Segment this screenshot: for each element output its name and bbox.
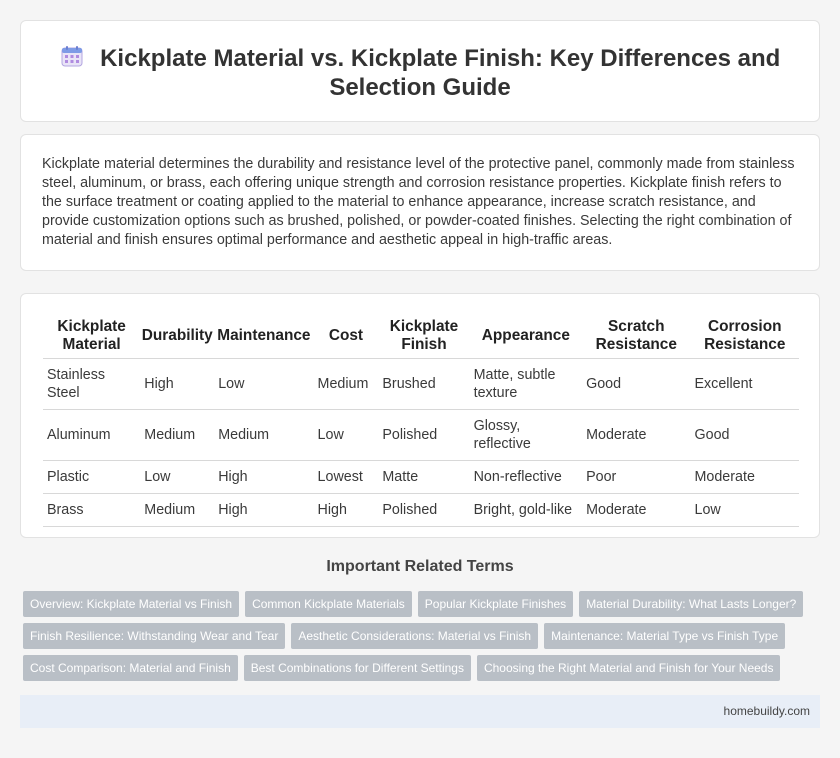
related-tag-aesthetic-considerations[interactable]: Aesthetic Considerations: Material vs Finish [291, 623, 538, 649]
table-cell: Bright, gold-like [470, 494, 582, 527]
title-card [20, 20, 820, 122]
table-row [43, 359, 799, 410]
related-tag-popular-finishes[interactable]: Popular Kickplate Finishes [418, 591, 573, 617]
table-cell: High [140, 359, 214, 410]
related-terms-tags [23, 591, 823, 687]
footer-site-link[interactable]: homebuildy.com [723, 704, 810, 718]
header-kickplate-finish: Kickplate Finish [378, 310, 469, 359]
related-tag-common-materials[interactable]: Common Kickplate Materials [245, 591, 412, 617]
table-cell: Moderate [582, 410, 690, 461]
table-row [43, 494, 799, 527]
table-cell: Polished [378, 410, 469, 461]
table-cell: High [314, 494, 379, 527]
table-cell: High [214, 494, 313, 527]
table-cell: Lowest [314, 461, 379, 494]
table-cell: Moderate [582, 494, 690, 527]
header-appearance: Appearance [470, 310, 582, 359]
table-cell: Plastic [43, 461, 140, 494]
table-cell: Medium [314, 359, 379, 410]
table-cell: Brushed [378, 359, 469, 410]
table-cell: Low [140, 461, 214, 494]
footer [20, 695, 820, 728]
table-cell: Aluminum [43, 410, 140, 461]
table-header-row [43, 310, 799, 359]
summary-card [20, 134, 820, 271]
table-cell: Moderate [691, 461, 800, 494]
header-kickplate-material: Kickplate Material [43, 310, 140, 359]
table-cell: Medium [140, 410, 214, 461]
table-cell: Stainless Steel [43, 359, 140, 410]
related-terms-title: Important Related Terms [326, 558, 514, 575]
header-cost: Cost [314, 310, 379, 359]
related-tag-cost-comparison[interactable]: Cost Comparison: Material and Finish [23, 655, 238, 681]
related-tag-best-combinations[interactable]: Best Combinations for Different Settings [244, 655, 471, 681]
comparison-table [43, 310, 799, 527]
table-cell: Medium [214, 410, 313, 461]
comparison-table-card [20, 293, 820, 538]
header-maintenance: Maintenance [214, 310, 313, 359]
related-tag-choosing-right[interactable]: Choosing the Right Material and Finish for Your Needs [477, 655, 781, 681]
header-scratch-resistance: Scratch Resistance [582, 310, 690, 359]
table-cell: Excellent [691, 359, 800, 410]
table-row [43, 461, 799, 494]
table-cell: Poor [582, 461, 690, 494]
related-tag-overview[interactable]: Overview: Kickplate Material vs Finish [23, 591, 239, 617]
related-tag-maintenance[interactable]: Maintenance: Material Type vs Finish Type [544, 623, 785, 649]
table-cell: Good [582, 359, 690, 410]
table-cell: Matte [378, 461, 469, 494]
related-tag-material-durability[interactable]: Material Durability: What Lasts Longer? [579, 591, 803, 617]
header-durability: Durability [140, 310, 214, 359]
table-cell: Medium [140, 494, 214, 527]
table-cell: Low [214, 359, 313, 410]
table-cell: Low [314, 410, 379, 461]
table-cell: Matte, subtle texture [470, 359, 582, 410]
related-tag-finish-resilience[interactable]: Finish Resilience: Withstanding Wear and Tear [23, 623, 285, 649]
table-cell: High [214, 461, 313, 494]
page-title: Kickplate Material vs. Kickplate Finish: Key Differences and Selection Guide [100, 45, 781, 101]
table-cell: Brass [43, 494, 140, 527]
table-row [43, 410, 799, 461]
summary-paragraph: Kickplate material determines the durability and resistance level of the protective panel, commonly made from stainless steel, aluminum, or brass, each offering unique strength and corrosion resistance properties. Kickplate finish refers to the surface treatment or coating applied to the material to enhance appearance, increase scratch resistance, and provide customization options such as brushed, polished, or powder-coated finishes. Selecting the right combination of material and finish ensures optimal performance and aesthetic appeal in high-traffic areas. [42, 156, 795, 248]
table-cell: Low [691, 494, 800, 527]
header-corrosion-resistance: Corrosion Resistance [691, 310, 800, 359]
table-cell: Good [691, 410, 800, 461]
table-cell: Non-reflective [470, 461, 582, 494]
table-cell: Glossy, reflective [470, 410, 582, 461]
table-cell: Polished [378, 494, 469, 527]
calendar-icon [60, 44, 84, 68]
